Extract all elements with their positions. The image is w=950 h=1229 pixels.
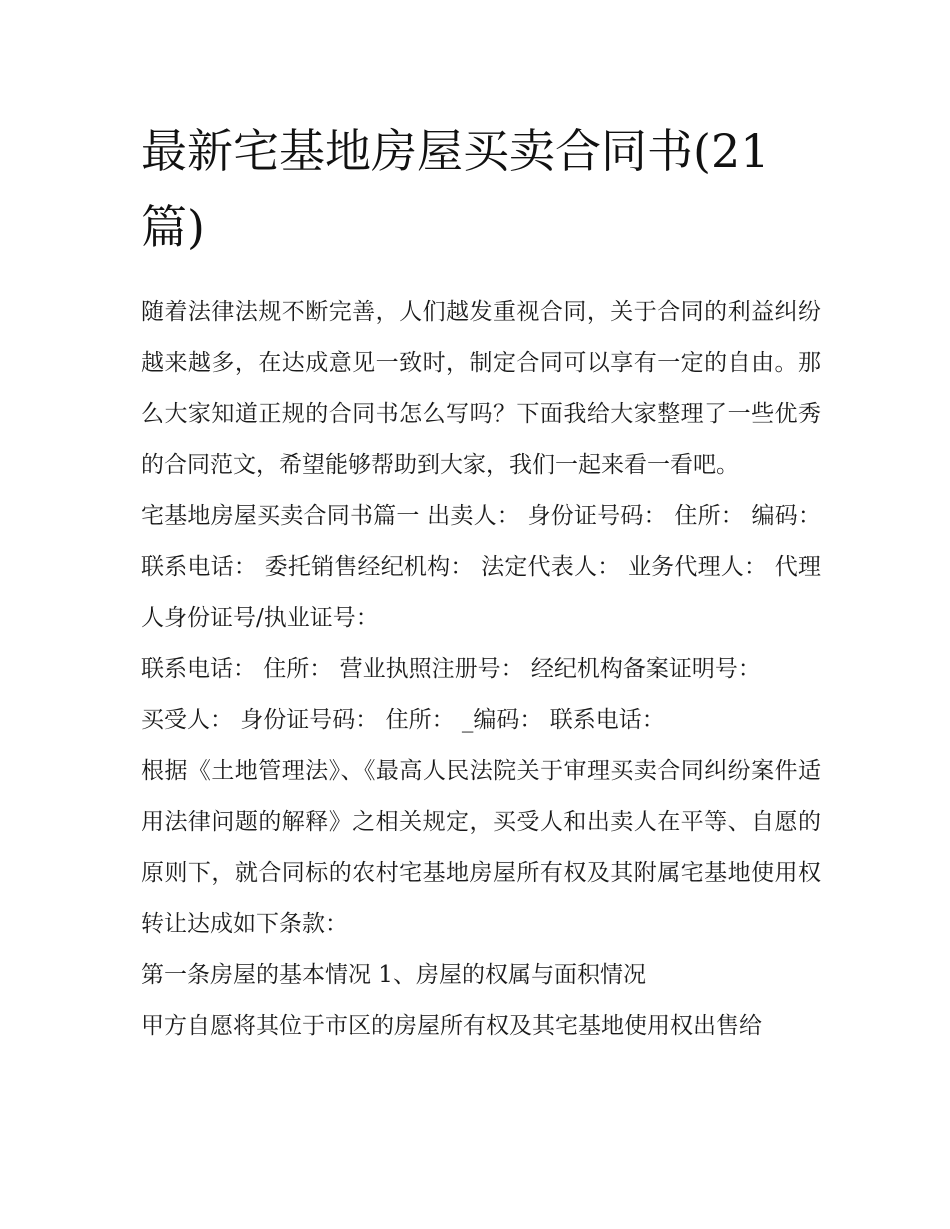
legal-basis-paragraph: 根据《土地管理法》、《最高人民法院关于审理买卖合同纠纷案件适用法律问题的解释》之相关规定，买受人和出卖人在平等、自愿的原则下，就合同标的农村宅基地房屋所有权及其附属宅基地使用权转让达成如下条款：: [141, 758, 821, 937]
parties-seller-paragraph: 宅基地房屋买卖合同书篇一 出卖人： 身份证号码： 住所： 编码： 联系电话： 委托销售经纪机构： 法定代表人： 业务代理人： 代理人身份证号/执业证号：: [141, 503, 821, 631]
intro-paragraph: 随着法律法规不断完善，人们越发重视合同，关于合同的利益纠纷越来越多，在达成意见一致时，制定合同可以享有一定的自由。那么大家知道正规的合同书怎么写吗？下面我给大家整理了一些优秀的合同范文，希望能够帮助到大家，我们一起来看一看吧。: [141, 299, 821, 478]
document-title: 最新宅基地房屋买卖合同书(21篇): [141, 124, 770, 254]
parties-agency-paragraph: 联系电话： 住所： 营业执照注册号： 经纪机构备案证明号：: [141, 656, 761, 682]
article-one-heading: 第一条房屋的基本情况 1、房屋的权属与面积情况: [141, 962, 646, 988]
document-body: [141, 113, 821, 1052]
article-one-text: 甲方自愿将其位于市区的房屋所有权及其宅基地使用权出售给: [141, 1013, 762, 1039]
parties-buyer-paragraph: 买受人： 身份证号码： 住所： _编码： 联系电话：: [141, 707, 665, 733]
